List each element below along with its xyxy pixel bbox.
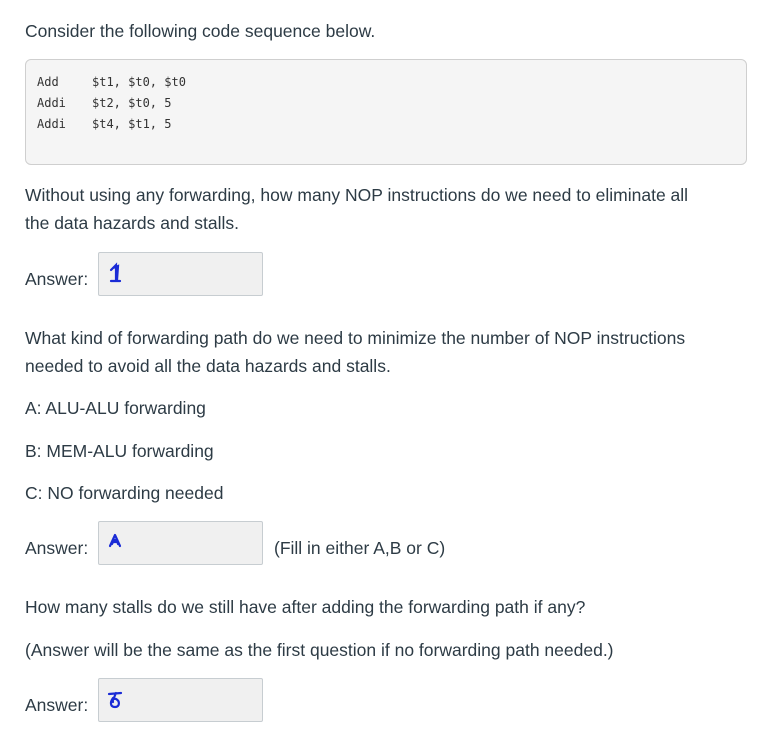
question-3-line-2: (Answer will be the same as the first question if no forwarding path needed.) [25, 640, 614, 660]
option-c: C: NO forwarding needed [25, 483, 224, 503]
answer-3-input[interactable] [98, 678, 263, 722]
answer-1-label: Answer: [25, 269, 89, 289]
code-op: Add [37, 75, 59, 89]
question-1-line-2: the data hazards and stalls. [25, 213, 240, 233]
code-args: $t4, $t1, 5 [92, 117, 172, 131]
code-line-2 [37, 95, 171, 111]
answer-2-hint: (Fill in either A,B or C) [274, 538, 446, 558]
code-args: $t1, $t0, $t0 [92, 75, 186, 89]
question-2-line-1: What kind of forwarding path do we need to minimize the number of NOP instructions [25, 328, 686, 348]
question-3-line-1: How many stalls do we still have after adding the forwarding path if any? [25, 597, 586, 617]
handwritten-answer-2 [107, 531, 123, 555]
answer-1-input[interactable] [98, 252, 263, 296]
code-block [25, 59, 747, 165]
question-1-line-1: Without using any forwarding, how many NOP instructions do we need to eliminate all [25, 185, 689, 205]
handwritten-answer-3 [107, 688, 123, 712]
code-op: Addi [37, 117, 66, 131]
question-2-line-2: needed to avoid all the data hazards and stalls. [25, 356, 391, 376]
intro-text: Consider the following code sequence below. [25, 21, 376, 41]
code-line-3 [37, 116, 171, 132]
code-line-1 [37, 74, 186, 90]
option-b: B: MEM-ALU forwarding [25, 441, 214, 461]
option-a: A: ALU-ALU forwarding [25, 398, 206, 418]
handwritten-answer-1 [107, 262, 123, 286]
code-op: Addi [37, 96, 66, 110]
answer-2-input[interactable] [98, 521, 263, 565]
code-args: $t2, $t0, 5 [92, 96, 172, 110]
answer-3-label: Answer: [25, 695, 89, 715]
answer-2-label: Answer: [25, 538, 89, 558]
